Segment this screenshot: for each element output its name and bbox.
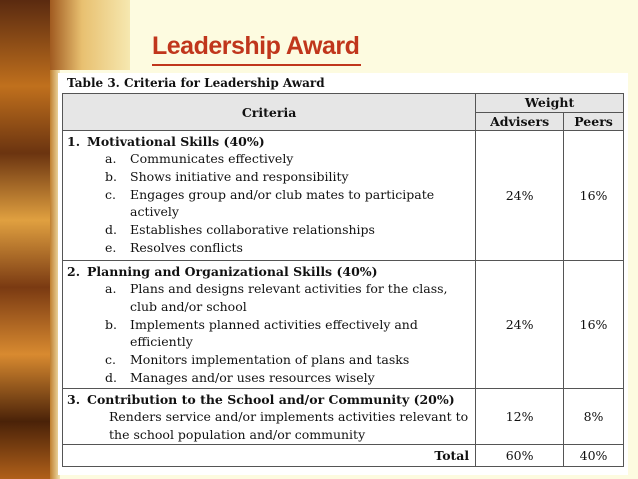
- criteria-document: [58, 73, 628, 475]
- advisers-total: 60%: [476, 445, 564, 467]
- title-underline: [152, 64, 361, 66]
- list-item: b. Shows initiative and responsibility: [105, 168, 349, 184]
- list-item: c. Monitors implementation of plans and tasks: [105, 352, 410, 368]
- list-item: b. Implements planned activities effectively and efficiently: [105, 316, 418, 350]
- criteria-cell: [63, 261, 476, 389]
- weight-header: Weight: [476, 94, 624, 113]
- criteria-table: [62, 93, 624, 467]
- decorative-background-strip: [0, 0, 50, 479]
- decorative-background-top: [50, 0, 130, 70]
- section-description: Renders service and/or implements activities relevant to the school population and/or community: [109, 409, 469, 442]
- table-row: [63, 389, 624, 445]
- advisers-header: Advisers: [476, 112, 564, 131]
- list-item: d. Manages and/or uses resources wisely: [105, 369, 375, 385]
- list-item: a. Plans and designs relevant activities for the class, club and/or school: [105, 281, 448, 314]
- peers-weight: 16%: [564, 131, 624, 261]
- criteria-header: Criteria: [63, 94, 476, 131]
- section-title: 2. Planning and Organizational Skills (40%): [67, 264, 378, 279]
- advisers-weight: 24%: [476, 261, 564, 389]
- list-item: a. Communicates effectively: [105, 151, 294, 166]
- section-title: 3. Contribution to the School and/or Community (20%): [67, 392, 455, 407]
- peers-total: 40%: [564, 445, 624, 467]
- table-row: [63, 261, 624, 389]
- peers-weight: 8%: [564, 389, 624, 445]
- list-item: d. Establishes collaborative relationships: [105, 222, 375, 238]
- criteria-cell: [63, 131, 476, 261]
- peers-weight: 16%: [564, 261, 624, 389]
- peers-header: Peers: [564, 112, 624, 131]
- table-caption: Table 3. Criteria for Leadership Award: [67, 76, 325, 90]
- total-label: Total: [63, 445, 476, 467]
- advisers-weight: 12%: [476, 389, 564, 445]
- list-item: c. Engages group and/or club mates to participate actively: [105, 186, 435, 220]
- table-row: [63, 131, 624, 261]
- list-item: e. Resolves conflicts: [105, 239, 243, 255]
- criteria-cell: [63, 389, 476, 445]
- total-row: [63, 445, 624, 467]
- section-title: 1. Motivational Skills (40%): [67, 134, 265, 149]
- slide-title: Leadership Award: [152, 32, 360, 60]
- advisers-weight: 24%: [476, 131, 564, 261]
